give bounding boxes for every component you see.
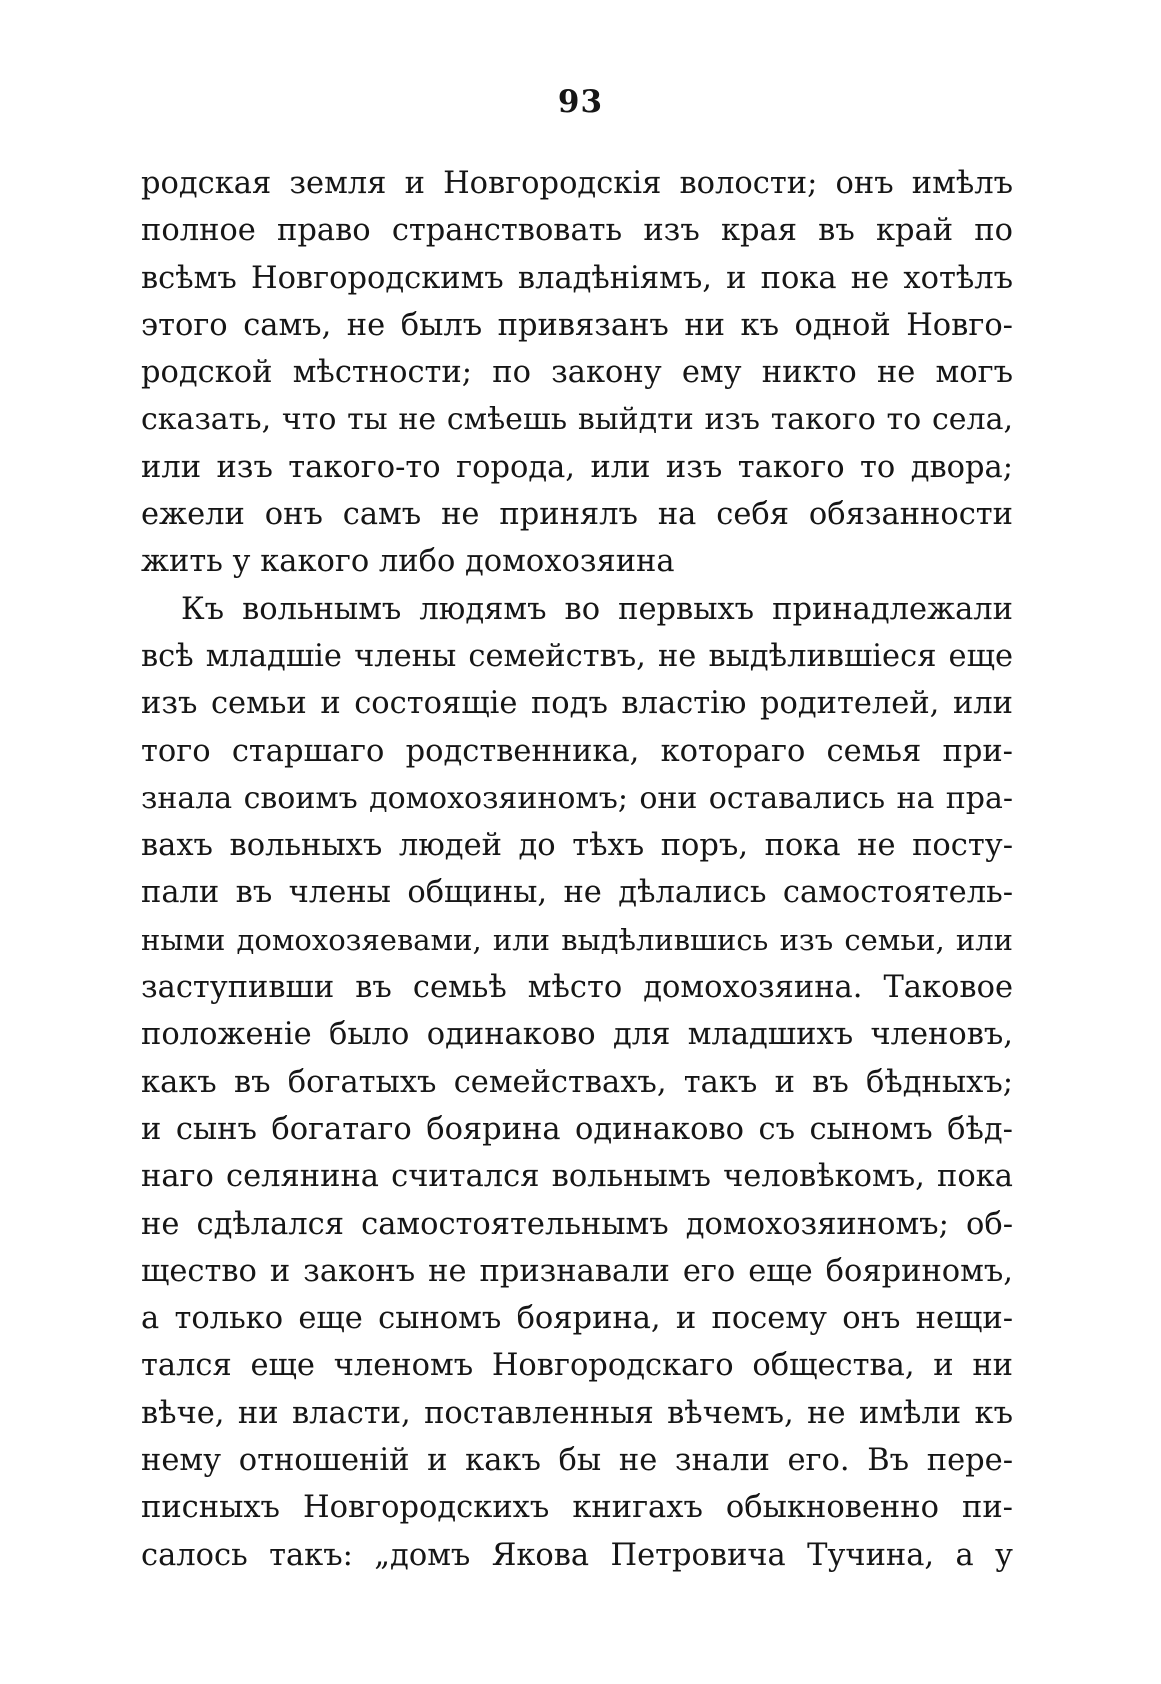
text-line: писныхъ Новгородскихъ книгахъ обыкновенно пи- [141,1490,1013,1526]
text-line: вахъ вольныхъ людей до тѣхъ поръ, пока не посту- [141,828,1013,864]
text-line: сказать, что ты не смѣешь выйдти изъ такого то села, [141,402,1013,438]
text-line: ежели онъ самъ не принялъ на себя обязанности [141,497,1013,533]
text-line: или изъ такого-то города, или изъ такого то двора; [141,449,1013,485]
paragraph-start-line: Къ вольнымъ людямъ во первыхъ принадлежали [181,591,1013,627]
text-line: и сынъ богатаго боярина одинаково съ сыномъ бѣд- [141,1111,1013,1147]
text-line: щество и законъ не признавали его еще бояриномъ, [141,1253,1013,1289]
text-line: положеніе было одинаково для младшихъ членовъ, [141,1017,1013,1053]
text-line: всѣ младшіе члены семействъ, не выдѣлившіеся еще [141,638,1013,674]
text-line: а только еще сыномъ боярина, и посему онъ нeщи- [141,1301,1013,1337]
text-line: наго селянина считался вольнымъ человѣкомъ, пока [141,1159,1013,1195]
page-number: 93 [557,84,604,120]
text-line: вѣче, ни власти, поставленныя вѣчемъ, не имѣли къ [141,1395,1013,1431]
paragraph-end-line: жить у какого либо домохозяина [141,544,675,580]
text-line: салось такъ: „домъ Якова Петровича Тучина, а у [141,1537,1013,1573]
text-line: нему отношеній и какъ бы не знали его. Въ пере- [141,1443,1013,1479]
text-line: родская земля и Новгородскія волости; онъ имѣлъ [141,166,1013,201]
text-line: пали въ члены общины, не дѣлались самостоятель- [141,875,1013,911]
text-line: заступивши въ семьѣ мѣсто домохозяина. Таковое [141,970,1013,1006]
text-line: знала своимъ домохозяиномъ; они оставались на пра- [141,780,1013,816]
text-line: какъ въ богатыхъ семействахъ, такъ и въ бѣдныхъ; [141,1064,1013,1100]
text-line: этого самъ, не былъ привязанъ ни къ одной Новго- [141,307,1013,343]
text-line: родской мѣстности; по закону ему никто не могъ [141,355,1013,391]
body-text [141,160,1013,1579]
text-line: того старшаго родственника, котораго семья при- [141,733,1013,769]
text-line: тался еще членомъ Новгородскаго общества, и ни [141,1348,1013,1384]
text-line: полное право странствовать изъ края въ край по [141,213,1013,249]
text-line: не сдѣлался самостоятельнымъ домохозяиномъ; об- [141,1206,1013,1242]
text-line: ными домохозяевами, или выдѣлившись изъ семьи, или [141,922,1013,957]
text-line: изъ семьи и состоящіе подъ властію родителей, или [141,686,1013,722]
text-line: всѣмъ Новгородскимъ владѣніямъ, и пока не хотѣлъ [141,260,1013,296]
